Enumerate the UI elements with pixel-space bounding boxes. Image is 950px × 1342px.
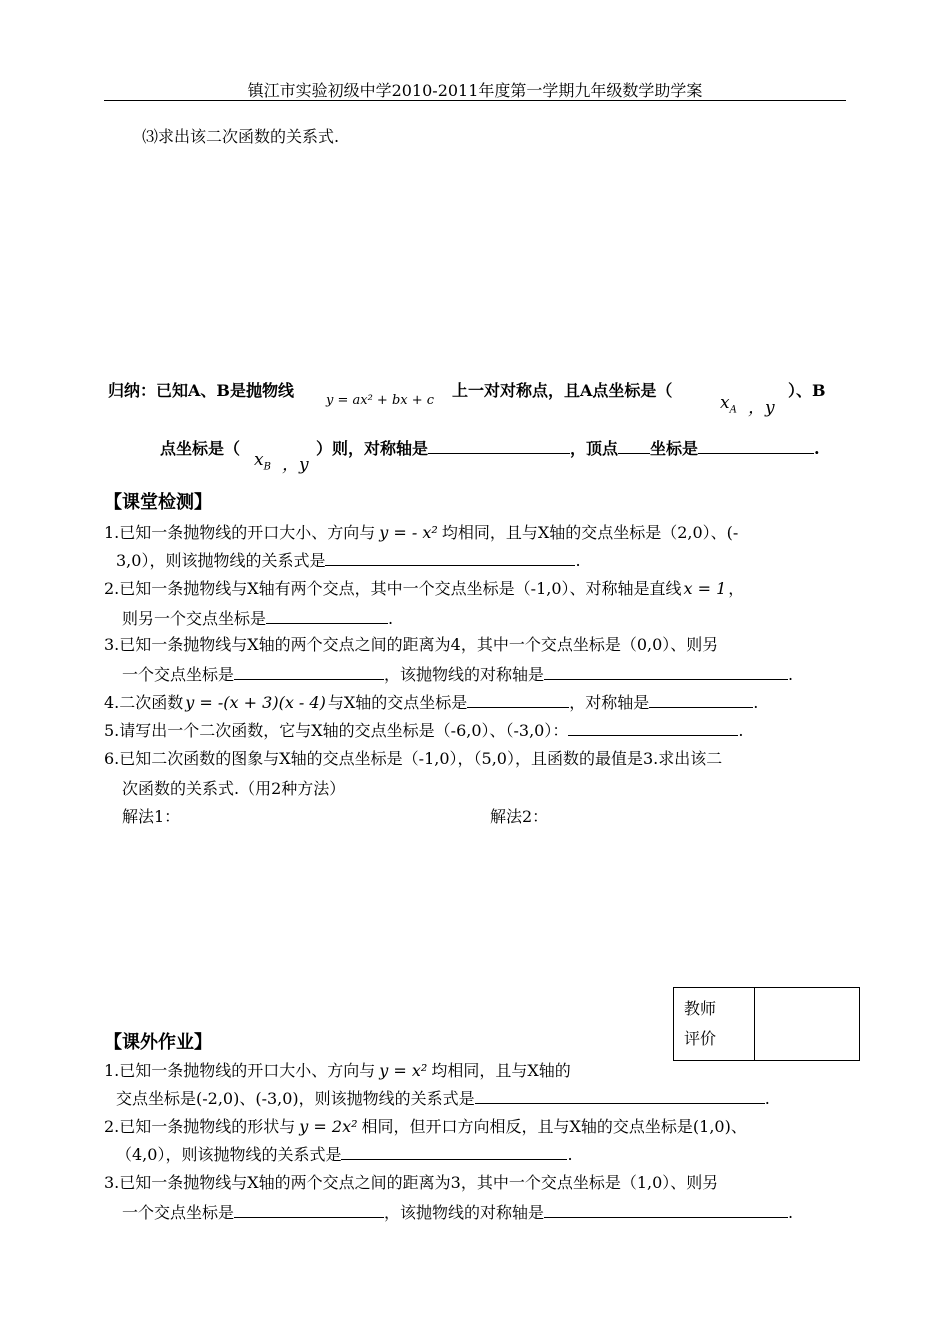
summary-line2-b: ）则，对称轴是 ，顶点 坐标是 . [316,439,820,458]
page-header-title: 镇江市实验初级中学2010-2011年度第一学期九年级数学助学案 [247,81,703,100]
summary-part3: ）、B [788,381,826,400]
top-question: ⑶求出该二次函数的关系式. [142,127,340,146]
summary-part2: 上一对对称点，且A点坐标是（ [452,381,673,400]
summary-line2-a: 点坐标是（ [160,439,241,458]
solution-2-label: 解法2： [490,807,549,826]
summary-formula: y = ax² + bx + c [326,393,435,408]
q3-point-blank[interactable] [234,663,384,680]
class-test-q2-line1: 2.已知一条抛物线与X轴有两个交点，其中一个交点坐标是（-1,0）、对称轴是直线 x = 1 ， [104,579,745,598]
homework-q2-line1: 2.已知一条抛物线的形状与 y = 2x² 相同，但开口方向相反，且与X轴的交点坐标是(1,0)、 [104,1117,747,1136]
class-test-q4: 4.二次函数 y = -(x + 3)(x - 4) 与X轴的交点坐标是 ，对称轴是 . [104,693,759,712]
section-class-test-title: 【课堂检测】 [104,492,212,513]
section-homework-title: 【课外作业】 [104,1032,212,1053]
header-rule [104,100,846,101]
hw-q1-answer-blank[interactable] [475,1087,765,1104]
homework-q1-line2: 交点坐标是(-2,0)、(-3,0)，则该抛物线的关系式是 . [116,1089,770,1108]
homework-q3-line1: 3.已知一条抛物线与X轴的两个交点之间的距离为3，其中一个交点坐标是（1,0）、则另 [104,1173,719,1192]
class-test-q1-line1: 1.已知一条抛物线的开口大小、方向与 y = - x² 均相同，且与X轴的交点坐标是（2,0）、(- [104,523,739,542]
homework-q3-line2: 一个交点坐标是 ，该抛物线的对称轴是 . [122,1203,794,1222]
class-test-q1-line2: 3,0），则该抛物线的关系式是 . [116,551,581,570]
q3-axis-blank[interactable] [544,663,788,680]
summary-xb: $x_B$ [254,450,271,473]
eval-area[interactable] [755,988,860,1061]
hw-q3-point-blank[interactable] [234,1201,384,1218]
hw-q3-axis-blank[interactable] [544,1201,788,1218]
class-test-q5: 5.请写出一个二次函数，它与X轴的交点坐标是（-6,0）、（-3,0）： . [104,721,744,740]
solution-1-label: 解法1： [122,807,181,826]
hw-q2-answer-blank[interactable] [341,1143,567,1160]
class-test-q3-line1: 3.已知一条抛物线与X轴的两个交点之间的距离为4，其中一个交点坐标是（0,0）、则另 [104,635,719,654]
teacher-evaluation-box [673,987,860,1061]
class-test-q2-line2: 则另一个交点坐标是 . [122,609,394,628]
q4-point-blank[interactable] [467,691,569,708]
homework-q2-line2: （4,0），则该抛物线的关系式是 . [116,1145,573,1164]
summary-part1: 归纳：已知A、B是抛物线 [108,381,294,400]
q5-answer-blank[interactable] [568,719,738,736]
vertex-coord-blank[interactable] [698,437,814,454]
vertex-blank[interactable] [618,437,650,454]
axis-blank[interactable] [428,437,570,454]
summary-yb: ，y [282,455,309,475]
class-test-q3-line2: 一个交点坐标是 ，该抛物线的对称轴是 . [122,665,794,684]
homework-q1-line1: 1.已知一条抛物线的开口大小、方向与 y = x² 均相同，且与X轴的 [104,1061,571,1080]
eval-label: 教师 评价 [674,988,755,1061]
summary-xa: $x_A$ [720,393,737,416]
class-test-q6-line1: 6.已知二次函数的图象与X轴的交点坐标是（-1,0），（5,0），且函数的最值是3.求出该二 [104,749,723,768]
summary-ya: ，y [748,398,775,418]
q4-axis-blank[interactable] [649,691,753,708]
q1-answer-blank[interactable] [325,549,575,566]
class-test-q6-line2: 次函数的关系式.（用2种方法） [122,779,346,798]
q2-answer-blank[interactable] [266,607,388,624]
